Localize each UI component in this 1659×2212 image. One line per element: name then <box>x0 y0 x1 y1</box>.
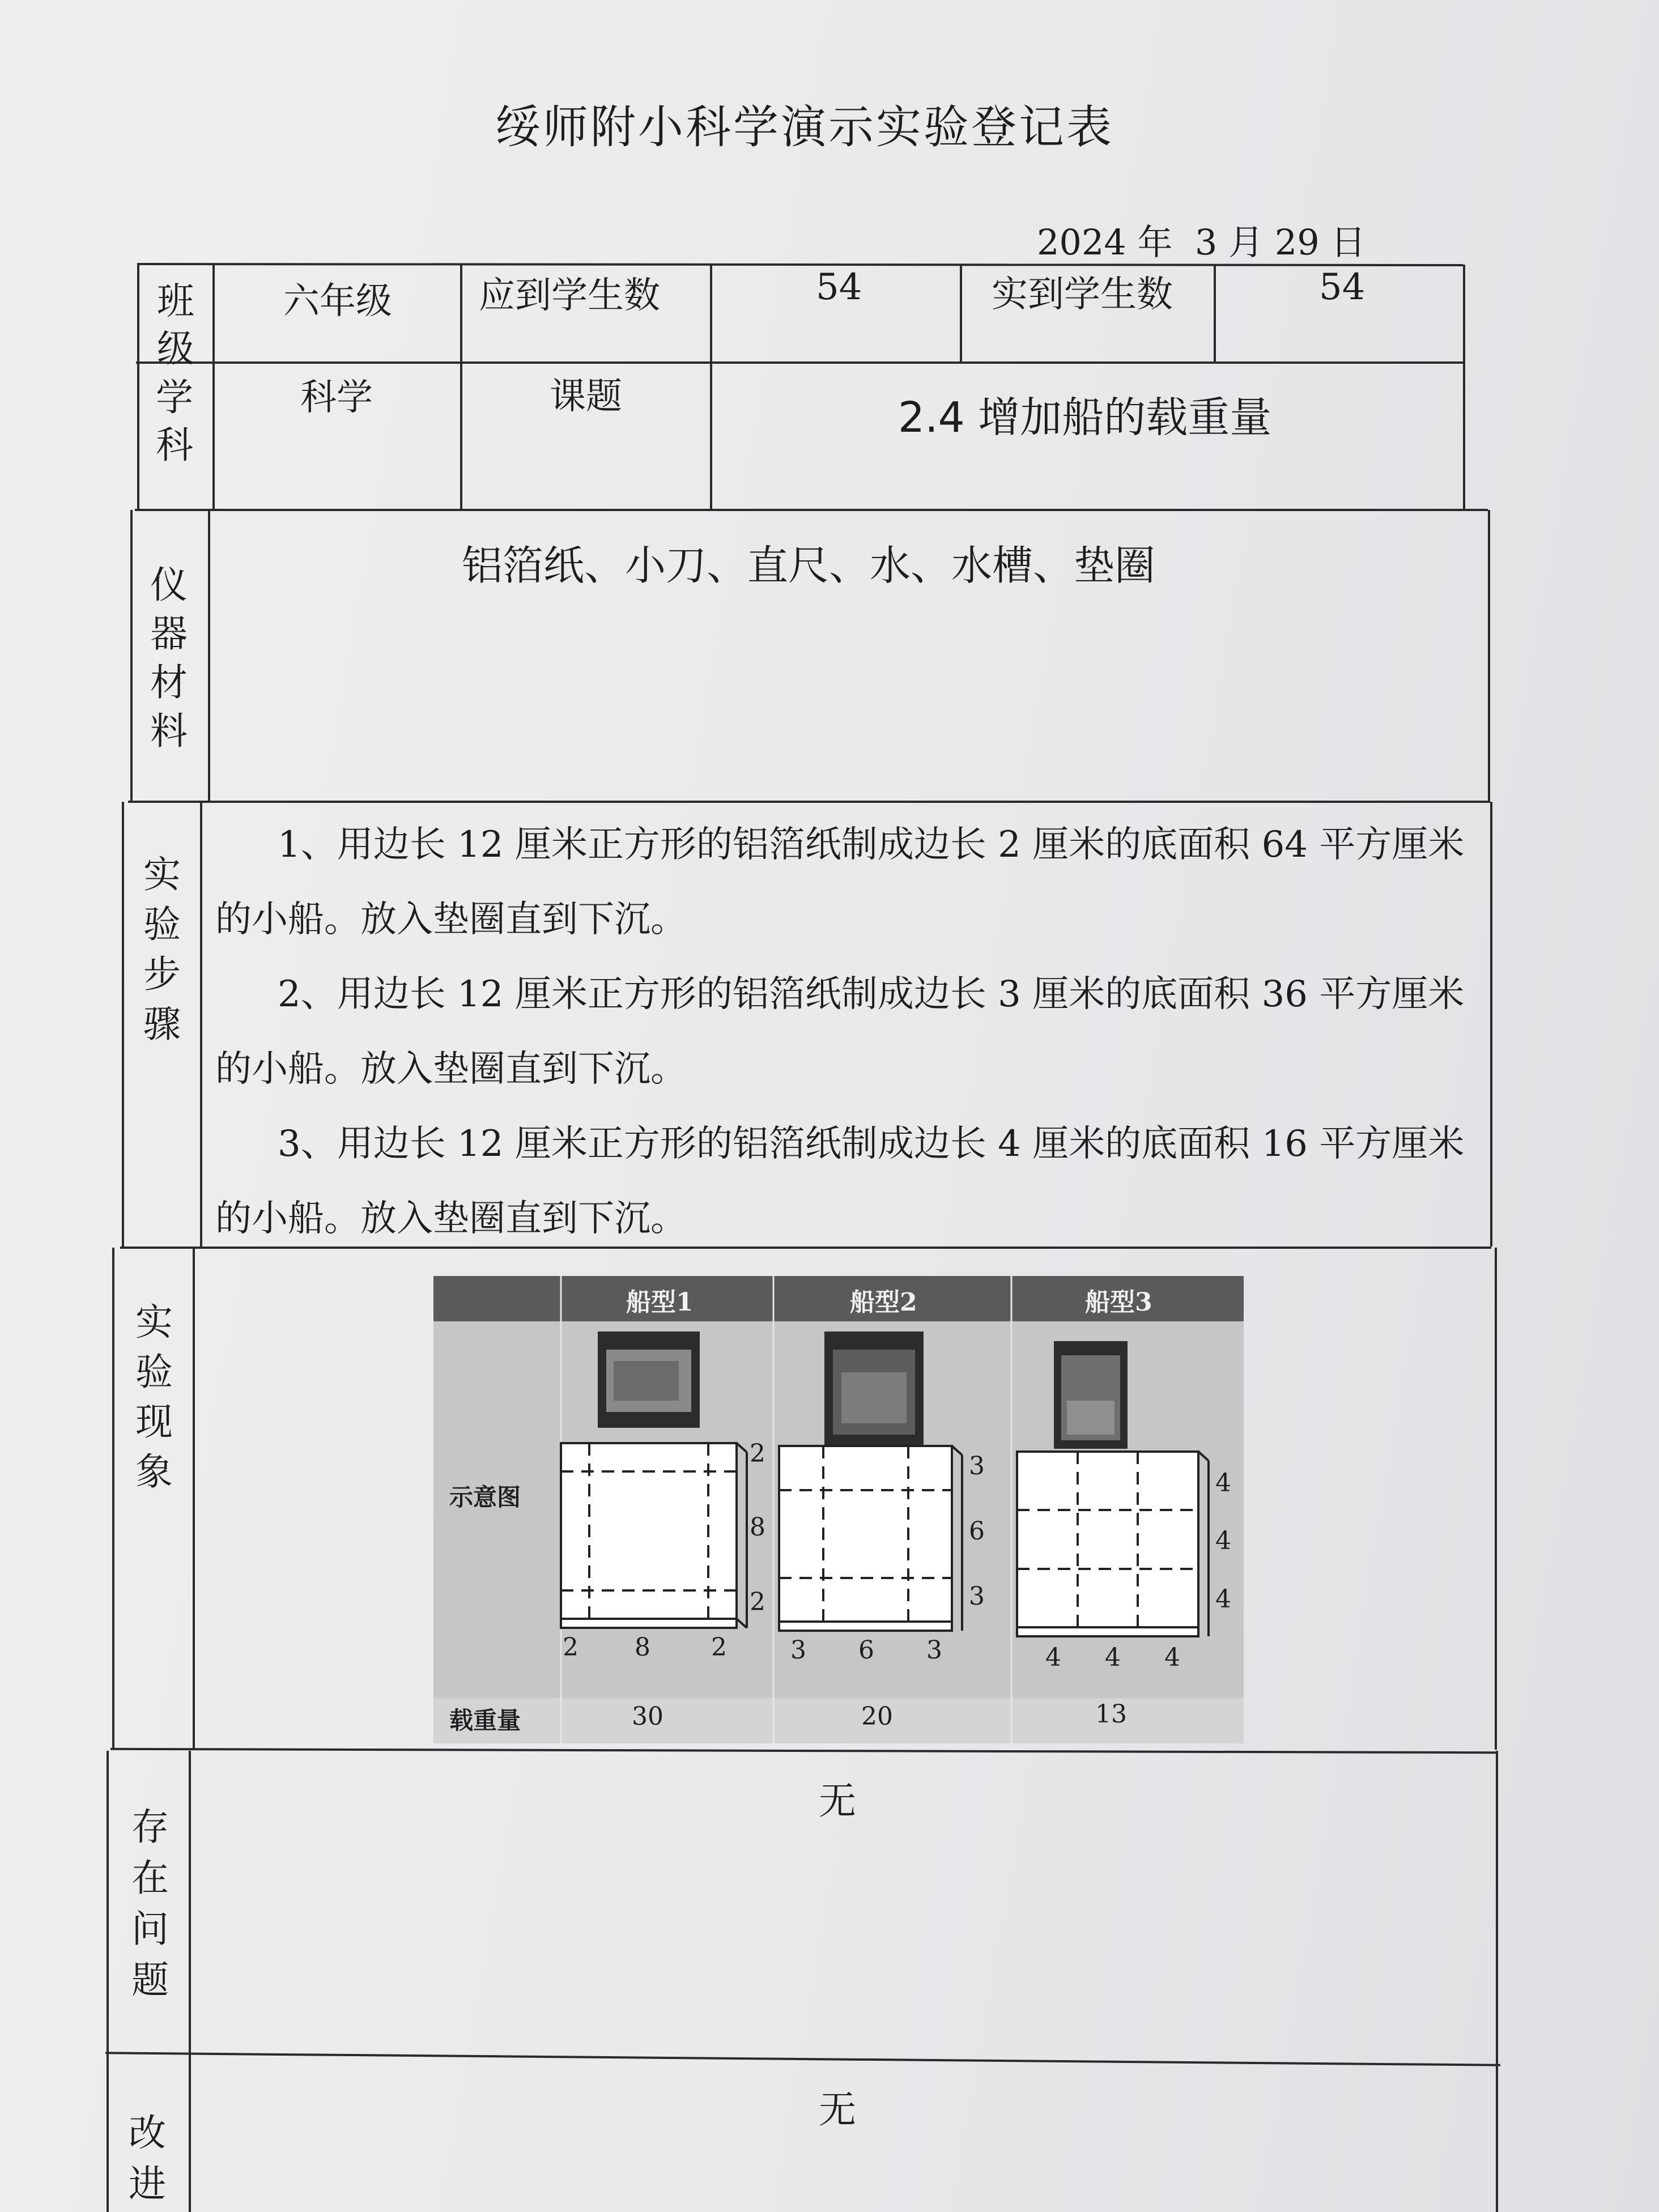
actual-students-label: 实到学生数 <box>992 274 1173 316</box>
dim-label: 8 <box>635 1633 650 1662</box>
boat-photo-2 <box>824 1332 924 1445</box>
page-title: 绥师附小科学演示实验登记表 <box>495 101 1114 154</box>
dim-label: 4 <box>1105 1643 1121 1672</box>
class-value: 六年级 <box>283 280 392 322</box>
load-value-2: 20 <box>861 1702 893 1731</box>
experiment-figure <box>433 1276 1244 1743</box>
dim-label: 4 <box>1164 1643 1180 1672</box>
dim-label: 2 <box>750 1588 765 1617</box>
topic-label: 课题 <box>550 376 622 418</box>
boat-diagram-3 <box>1017 1452 1209 1636</box>
load-value-3: 13 <box>1095 1700 1127 1729</box>
dim-label: 3 <box>790 1636 806 1665</box>
diagram-label: 示意图 <box>449 1483 521 1511</box>
expected-students-label: 应到学生数 <box>479 275 660 317</box>
dim-label: 4 <box>1215 1469 1231 1498</box>
subject-label: 学 科 <box>156 376 193 467</box>
boat-diagram-1 <box>561 1443 747 1628</box>
expected-students-value: 54 <box>816 266 862 308</box>
figure-graphics <box>433 1276 1244 1743</box>
materials-value: 铝箔纸、小刀、直尺、水、水槽、垫圈 <box>462 542 1156 589</box>
problems-label: 存 在 问 题 <box>131 1805 169 2002</box>
phenomenon-label: 实 验 现 象 <box>135 1300 173 1494</box>
boat-type-3-header: 船型3 <box>1085 1288 1152 1317</box>
dim-label: 2 <box>750 1439 765 1468</box>
dim-label: 6 <box>858 1636 874 1665</box>
class-label: 班 级 <box>157 279 194 371</box>
subject-value: 科学 <box>300 377 373 419</box>
dim-label: 2 <box>711 1633 727 1662</box>
steps-list <box>215 807 1467 1256</box>
load-label: 载重量 <box>449 1707 521 1734</box>
boat-diagram-2 <box>779 1446 962 1631</box>
boat-type-2-header: 船型2 <box>850 1288 917 1317</box>
load-value-1: 30 <box>632 1702 663 1731</box>
boat-photo-3 <box>1054 1341 1128 1449</box>
dim-label: 6 <box>969 1517 985 1546</box>
boat-photo-1 <box>598 1332 700 1428</box>
step-item: 1、用边长 12 厘米正方形的铝箔纸制成边长 2 厘米的底面积 64 平方厘米的小船。放入垫圈直到下沉。 <box>215 824 1465 941</box>
dim-label: 8 <box>750 1513 765 1542</box>
dim-label: 4 <box>1215 1585 1231 1614</box>
problems-value: 无 <box>819 1779 856 1823</box>
improve-value: 无 <box>819 2088 856 2132</box>
dim-label: 3 <box>926 1636 942 1665</box>
step-item: 3、用边长 12 厘米正方形的铝箔纸制成边长 4 厘米的底面积 16 平方厘米的小船。放入垫圈直到下沉。 <box>215 1123 1465 1240</box>
materials-label: 仪 器 材 料 <box>150 563 188 753</box>
topic-value: 2.4 增加船的载重量 <box>898 393 1272 442</box>
boat-type-1-header: 船型1 <box>626 1288 694 1317</box>
steps-label: 实 验 步 骤 <box>143 853 181 1046</box>
improve-label: 改 进 <box>129 2111 166 2206</box>
dim-label: 3 <box>969 1582 985 1611</box>
dim-label: 4 <box>1215 1526 1231 1555</box>
step-item: 2、用边长 12 厘米正方形的铝箔纸制成边长 3 厘米的底面积 36 平方厘米的小船。放入垫圈直到下沉。 <box>215 973 1465 1090</box>
dim-label: 4 <box>1045 1643 1061 1672</box>
actual-students-value: 54 <box>1319 266 1366 308</box>
date: 2024 年 3 月 29 日 <box>1037 222 1366 263</box>
dim-label: 3 <box>969 1452 985 1481</box>
dim-label: 2 <box>563 1633 578 1662</box>
